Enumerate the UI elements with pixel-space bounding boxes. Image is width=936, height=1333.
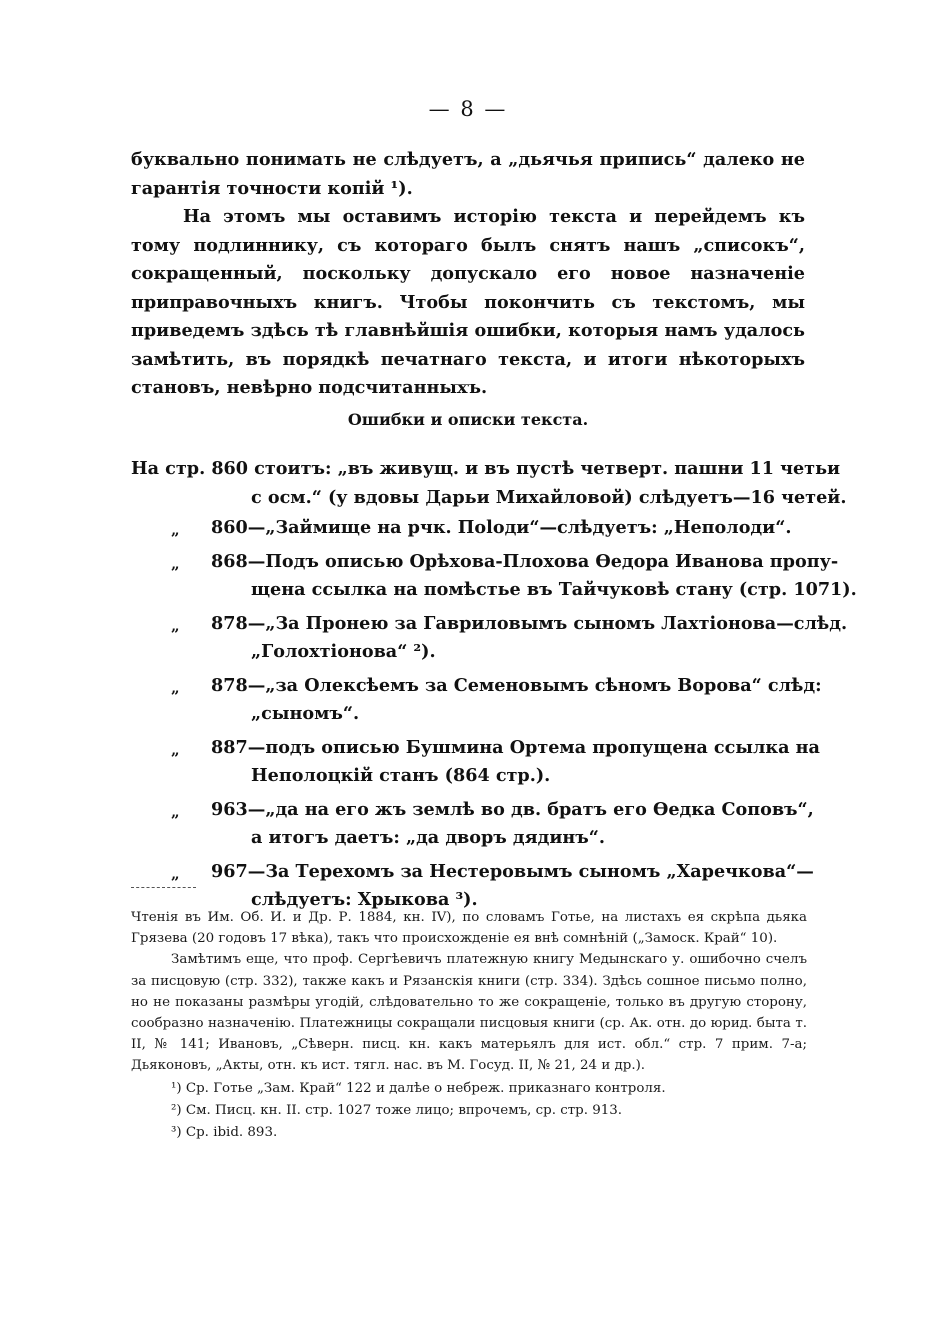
paragraph-1: буквально понимать не слѣдуетъ, а „дьячья припись“ далеко не гарантія точности копій ¹). [131,149,805,199]
page-number: — 8 — [428,97,508,121]
footnote-1 [131,1078,807,1099]
errata-item [131,796,814,853]
errata-line: 887—подъ описью Бушмина Ортема пропущена ссылка на [211,736,820,758]
errata-item [131,734,820,791]
errata-line: 967—За Терехомъ за Нестеровымъ сыномъ „Харечкова“— [211,860,814,882]
errata-line: 878—„За Пронею за Гавриловымъ сыномъ Лахтіонова—слѣд. [211,612,848,634]
errata-continuation: „Голохтіонова“ ²). [251,641,436,662]
errata-line: 860—„Займище на рчк. Пolоди“—слѣдуетъ: „Неполоди“. [211,517,792,538]
footnote-text: См. Писц. кн. II. стр. 1027 тоже лицо; впрочемъ, ср. стр. 913. [185,1102,623,1118]
footnote-mark: ¹) [171,1080,182,1096]
errata-list [131,455,857,915]
ditto-mark: „ [171,554,180,573]
errata-item [131,455,847,512]
errata-continuation: а итогъ даетъ: „да дворъ дядинъ“. [251,827,606,848]
ditto-mark: „ [171,616,180,635]
errata-item [131,610,848,667]
footnote-mark: ²) [171,1102,182,1118]
section-separator [453,384,471,385]
errata-item [131,514,811,543]
paragraph-2: На этомъ мы оставимъ исторію текста и перейдемъ къ тому подлиннику, съ котораго былъ снятъ нашъ „списокъ“, сокращенный, поскольку допускало его новое назначеніе приправочныхъ книгъ. Чтобы покончить съ текстомъ, мы приведемъ здѣсь тѣ главнѣйшія ошибки, которыя намъ удалось замѣтить, въ порядкѣ печатнаго текста, и итоги нѣкоторыхъ становъ, невѣрно подсчитанныхъ. [131,206,805,398]
ditto-mark: „ [171,521,180,539]
footnote-continuation: Чтенія въ Им. Об. И. и Др. Р. 1884, кн. IV), по словамъ Готье, на листахъ ея скрѣпа дьяка Грязева (20 годовъ 17 вѣка), такъ что происхожденіе ея внѣ сомнѣній („Замоск. Край“ 10). [131,910,807,947]
footnote-remark: Замѣтимъ еще, что проф. Сергѣевичъ платежную книгу Медынскаго у. ошибочно счелъ за писцовую (стр. 332), также какъ и Рязанскія книги (стр. 334). Здѣсь сошное письмо полно, но не показаны размѣры угодій, слѣдовательно то же сокращеніе, только въ другую сторону, сообразно назначенію. Платежницы сокращали писцовыя книги (ср. Ак. отн. до юрид. быта т. II, № 141; Ивановъ, „Сѣверн. писц. кн. какъ матерьялъ для ист. обл.“ стр. 7 прим. 7-а; Дьяконовъ, „Акты, отн. къ ист. тягл. нас. въ М. Госуд. II, № 21, 24 и др.). [131,952,807,1074]
errata-item [131,858,814,915]
footnote-text: Ср. Готье „Зам. Край“ 122 и далѣе о небреж. приказнаго контроля. [185,1080,666,1096]
errata-line: На стр. 860 стоитъ: „въ живущ. и въ пустѣ четверт. пашни 11 четьи [131,458,841,479]
errata-continuation: слѣдуетъ: Хрыкова ³). [251,889,478,910]
ditto-mark: „ [171,678,180,697]
errata-continuation: Неполоцкій станъ (864 стр.). [251,765,551,786]
errata-line: 963—„да на его жъ землѣ во дв. братъ его Ѳедка Соповъ“, [211,798,814,820]
errata-heading: Ошибки и описки текста. [347,410,589,429]
footnote-3 [131,1122,807,1143]
errata-item [131,548,857,605]
ditto-mark: „ [171,864,180,883]
ditto-mark: „ [171,802,180,821]
footnote-text: Ср. ibid. 893. [185,1125,278,1141]
footnotes [131,907,807,1143]
errata-continuation: „сыномъ“. [251,703,360,724]
errata-item [131,672,822,729]
errata-continuation: с осм.“ (у вдовы Дарьи Михайловой) слѣдуетъ—16 четей. [251,486,847,508]
errata-line: 878—„за Олексѣемъ за Семеновымъ сѣномъ Ворова“ слѣд: [211,674,822,696]
errata-continuation: щена ссылка на помѣстье въ Тайчуковѣ стану (стр. 1071). [251,579,857,600]
footnote-mark: ³) [171,1125,182,1141]
footnote-2 [131,1100,807,1121]
errata-line: 868—Подъ описью Орѣхова-Плохова Ѳедора Иванова пропу- [211,550,839,572]
ditto-mark: „ [171,740,180,759]
footnote-rule [131,887,196,888]
